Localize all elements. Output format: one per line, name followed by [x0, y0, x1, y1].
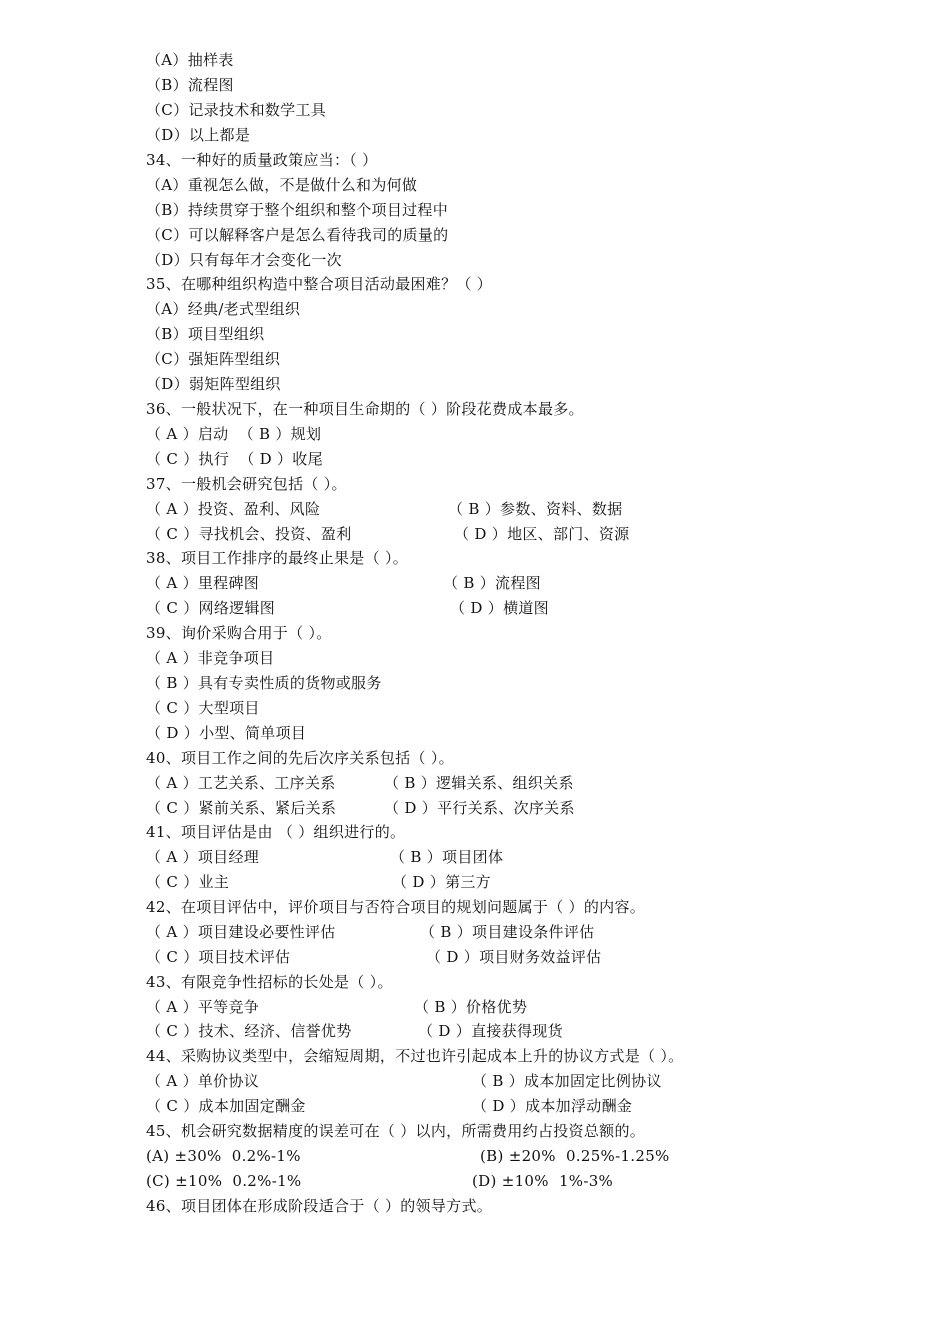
option-d-text: （ D ）横道图	[450, 599, 549, 617]
question-text: 40、项目工作之间的先后次序关系包括（ ）。	[146, 749, 454, 767]
option-c-text: (C) ±10% 0.2%-1%	[146, 1172, 302, 1190]
option-a-text: （ A ）项目经理	[146, 848, 260, 866]
option-text: （ A ）非竞争项目	[146, 649, 275, 667]
question-text: 36、一般状况下，在一种项目生命期的（ ）阶段花费成本最多。	[146, 400, 584, 418]
option-b-text: （ B ）成本加固定比例协议	[472, 1072, 662, 1090]
option-b-text: (B) ±20% 0.25%-1.25%	[480, 1147, 670, 1165]
question-text: 34、一种好的质量政策应当：（ ）	[146, 151, 378, 169]
option-c-text: （ C ）项目技术评估	[146, 948, 291, 966]
option-c-text: （ C ）成本加固定酬金	[146, 1097, 306, 1115]
option-d-text: （ D ）第三方	[392, 873, 491, 891]
option-d-text: （ D ）项目财务效益评估	[426, 948, 602, 966]
option-a-text: （ A ）单价协议	[146, 1072, 260, 1090]
option-c-text: （ C ）寻找机会、投资、盈利	[146, 525, 352, 543]
option-b-text: （ B ）项目团体	[390, 848, 504, 866]
option-d-text: （ D ）平行关系、次序关系	[384, 799, 575, 817]
option-a-text: (A) ±30% 0.2%-1%	[146, 1147, 301, 1165]
option-c-text: （ C ）紧前关系、紧后关系	[146, 799, 337, 817]
option-text: （B）流程图	[146, 76, 234, 94]
option-text: （B）持续贯穿于整个组织和整个项目过程中	[146, 201, 449, 219]
question-text: 45、机会研究数据精度的误差可在（ ）以内，所需费用约占投资总额的。	[146, 1122, 646, 1140]
option-text: （A）经典/老式型组织	[146, 300, 301, 318]
option-a-text: （ A ）工艺关系、工序关系	[146, 774, 336, 792]
option-text: （ D ）小型、简单项目	[146, 724, 307, 742]
option-a-text: （ A ）项目建设必要性评估	[146, 923, 336, 941]
question-text: 41、项目评估是由 （ ）组织进行的。	[146, 823, 406, 841]
option-b-text: （ B ）参数、资料、数据	[448, 500, 623, 518]
option-c-text: （ C ）网络逻辑图	[146, 599, 276, 617]
option-text: （D）只有每年才会变化一次	[146, 251, 342, 269]
option-text: （D）以上都是	[146, 126, 251, 144]
option-text: （D）弱矩阵型组织	[146, 375, 281, 393]
option-text: （C）强矩阵型组织	[146, 350, 281, 368]
option-b-text: （ B ）流程图	[443, 574, 541, 592]
option-text: （ C ）执行 （ D ）收尾	[146, 450, 323, 468]
option-text: （A）抽样表	[146, 51, 234, 69]
option-c-text: （ C ）业主	[146, 873, 230, 891]
option-text: （ A ）启动 （ B ）规划	[146, 425, 322, 443]
option-text: （ C ）大型项目	[146, 699, 260, 717]
option-text: （C）可以解释客户是怎么看待我司的质量的	[146, 226, 449, 244]
question-text: 43、有限竞争性招标的长处是（ ）。	[146, 973, 393, 991]
option-b-text: （ B ）项目建设条件评估	[420, 923, 595, 941]
option-d-text: （ D ）地区、部门、资源	[454, 525, 630, 543]
question-text: 35、在哪种组织构造中整合项目活动最困难？（ ）	[146, 275, 493, 293]
option-text: （A）重视怎么做，不是做什么和为何做	[146, 176, 418, 194]
question-text: 38、项目工作排序的最终止果是（ ）。	[146, 549, 409, 567]
option-d-text: （ D ）成本加浮动酬金	[472, 1097, 633, 1115]
option-a-text: （ A ）投资、盈利、风险	[146, 500, 321, 518]
option-b-text: （ B ）逻辑关系、组织关系	[384, 774, 574, 792]
question-text: 42、在项目评估中，评价项目与否符合项目的规划问题属于（ ）的内容。	[146, 898, 646, 916]
option-c-text: （ C ）技术、经济、信誉优势	[146, 1022, 352, 1040]
question-text: 39、询价采购合用于（ ）。	[146, 624, 332, 642]
option-d-text: (D) ±10% 1%-3%	[472, 1172, 614, 1190]
question-text: 44、采购协议类型中，会缩短周期，不过也许引起成本上升的协议方式是（ ）。	[146, 1047, 684, 1065]
option-a-text: （ A ）里程碑图	[146, 574, 260, 592]
option-text: （C）记录技术和数学工具	[146, 101, 327, 119]
option-b-text: （ B ）价格优势	[414, 998, 528, 1016]
option-d-text: （ D ）直接获得现货	[418, 1022, 563, 1040]
question-text: 46、项目团体在形成阶段适合于（ ）的领导方式。	[146, 1197, 493, 1215]
option-text: （B）项目型组织	[146, 325, 265, 343]
option-a-text: （ A ）平等竞争	[146, 998, 260, 1016]
question-text: 37、一般机会研究包括（ ）。	[146, 475, 347, 493]
option-text: （ B ）具有专卖性质的货物或服务	[146, 674, 382, 692]
